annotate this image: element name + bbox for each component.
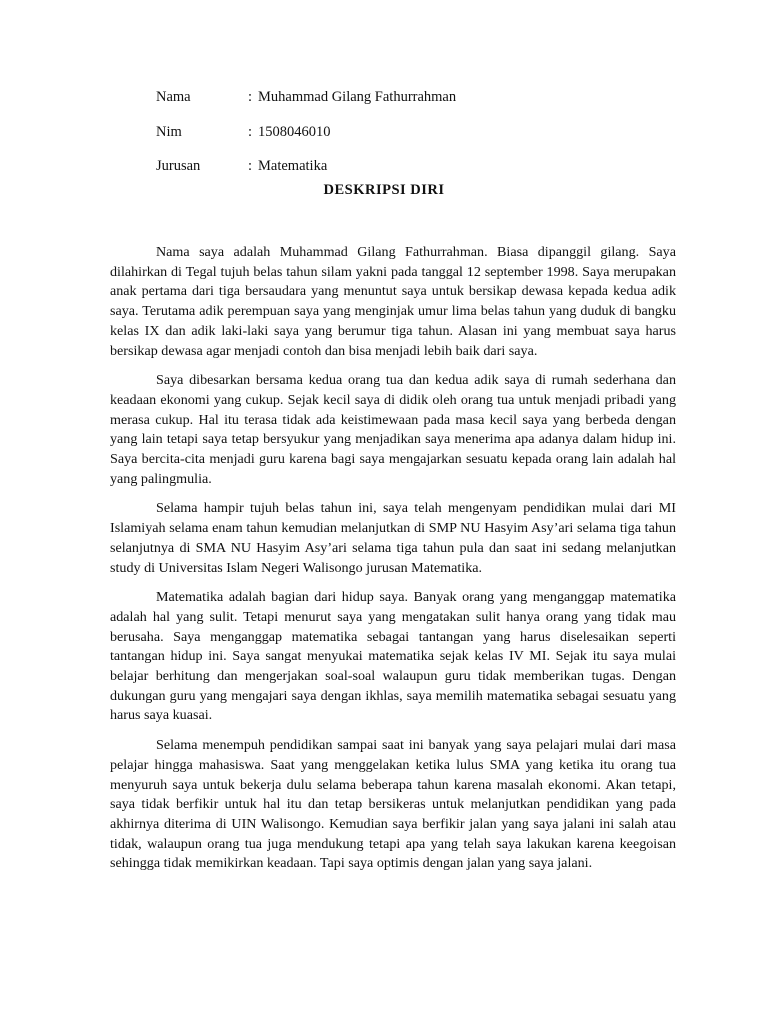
paragraph-2: Saya dibesarkan bersama kedua orang tua dan kedua adik saya di rumah sederhana dan keadaan ekonomi yang cukup. Sejak kecil saya di didik oleh orang tua untuk menjadi pribadi yang merasa cukup. Hal itu terasa tidak ada keistimewaan pada masa kecil saya yang berbeda dengan yang lain tetapi saya tetap bersyukur yang menjadikan saya menerima apa adanya dalam hidup ini. Saya bercita-cita menjadi guru karena bagi saya mengajarkan sesuatu kepada orang lain adalah hal yang palingmulia. <box>110 372 676 487</box>
name-separator: : <box>248 89 253 105</box>
nim-row <box>156 123 456 158</box>
paragraph-4: Matematika adalah bagian dari hidup saya. Banyak orang yang menganggap matematika adalah hal yang sulit. Tetapi menurut saya yang mengatakan sulit hanya orang yang tidak mau berusaha. Saya menganggap matematika sebagai tantangan yang harus diselesaikan seperti tantangan hidup ini. Saya sangat menyukai matematika sejak kelas IV MI. Sejak itu saya mulai belajar berhitung dan mengerjakan soal-soal walaupun guru tidak memberikan tugas. Dengan dukungan guru yang mengajari saya dengan ikhlas, saya memilih matematika sebagai sesuatu yang harus saya kuasai. <box>110 589 676 724</box>
nim-label: Nim <box>156 123 182 140</box>
name-row <box>156 88 456 123</box>
major-value: Matematika <box>258 158 328 174</box>
paragraph-3: Selama hampir tujuh belas tahun ini, saya telah mengenyam pendidikan mulai dari MI Islamiyah selama enam tahun kemudian melanjutkan di SMP NU Hasyim Asy’ari selama tiga tahun selanjutnya di SMA NU Hasyim Asy’ari selama tiga tahun pula dan saat ini sedang melanjutkan study di Universitas Islam Negeri Walisongo jurusan Matematika. <box>110 500 676 576</box>
document-body <box>110 243 676 884</box>
nim-value: 1508046010 <box>258 123 331 140</box>
major-label: Jurusan <box>156 158 201 174</box>
name-value: Muhammad Gilang Fathurrahman <box>258 89 457 105</box>
major-separator: : <box>248 158 253 174</box>
document-title: DESKRIPSI DIRI <box>323 182 445 198</box>
paragraph-1: Nama saya adalah Muhammad Gilang Fathurrahman. Biasa dipanggil gilang. Saya dilahirkan di Tegal tujuh belas tahun silam yakni pada tanggal 12 september 1998. Saya merupakan anak pertama dari tiga bersaudara yang menuntut saya untuk bersikap dewasa kepada kedua adik saya. Terutama adik perempuan saya yang menginjak umur lima belas tahun yang duduk di bangku kelas IX dan adik laki-laki saya yang berumur tiga tahun. Alasan ini yang membuat saya harus bersikap dewasa agar menjadi contoh dan bisa menjadi lebih baik dari saya. <box>110 244 676 359</box>
paragraph-5: Selama menempuh pendidikan sampai saat ini banyak yang saya pelajari mulai dari masa pelajar hingga mahasiswa. Saat yang menggelakan ketika lulus SMA yang ketika itu orang tua menyuruh saya untuk bekerja dulu selama beberapa tahun karena masalah ekonomi. Akan tetapi, saya tidak berfikir untuk hal itu dan tetap bersikeras untuk melanjutkan pendidikan yang pada akhirnya diterima di UIN Walisongo. Kemudian saya berfikir jalan yang saya jalani ini salah atau tidak, walaupun orang tua juga mendukung tetapi apa yang telah saya lakukan karena keegoisan sehingga tidak memikirkan keadaan. Tapi saya optimis dengan jalan yang saya jalani. <box>110 737 676 872</box>
nim-separator: : <box>248 123 253 140</box>
identity-block <box>156 88 456 192</box>
name-label: Nama <box>156 89 191 105</box>
